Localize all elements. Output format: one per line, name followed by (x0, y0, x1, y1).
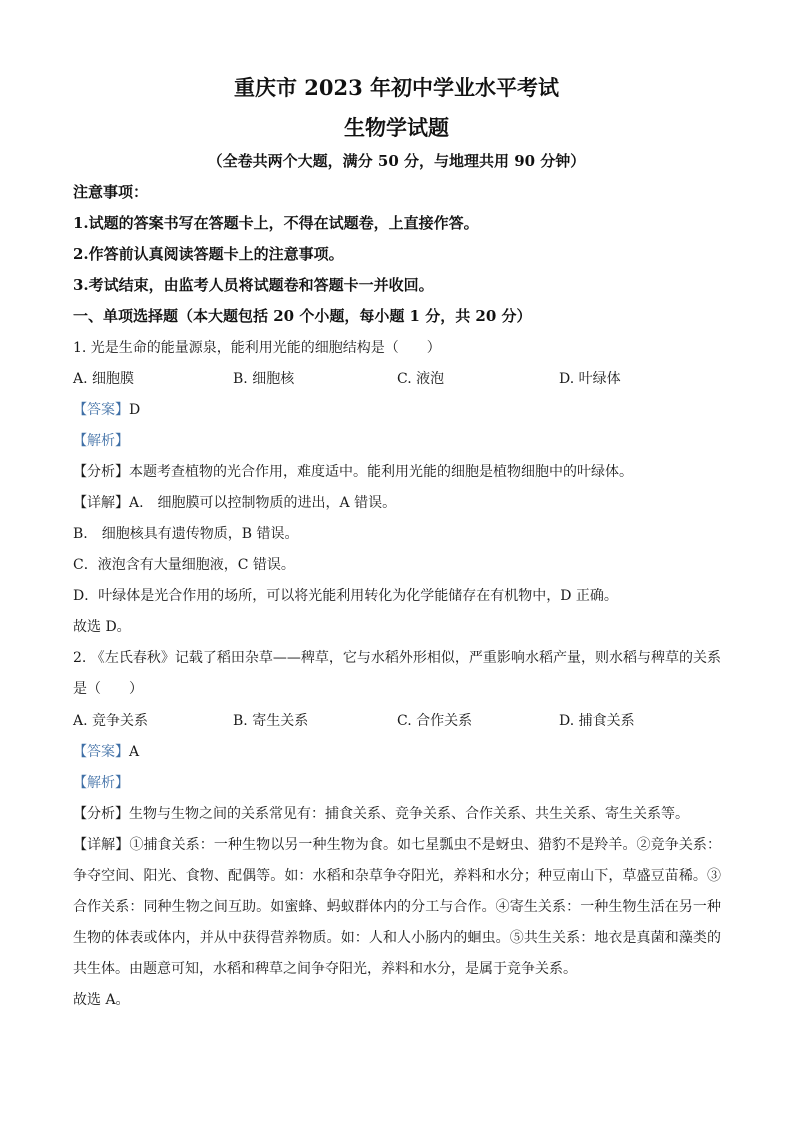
question-2-stem-line-2: 是（ ） (73, 681, 143, 697)
question-1-option-d: D. 叶绿体 (559, 371, 621, 387)
xiangjie-text: ①捕食关系：一种生物以另一种生物为食。如七星瓢虫不是蚜虫、猎豹不是羚羊。②竞争关系： (129, 837, 722, 853)
fenxi-text: 生物与生物之间的关系常见有：捕食关系、竞争关系、合作关系、共生关系、寄生关系等。 (129, 806, 689, 822)
question-2-fenxi (73, 804, 721, 824)
question-2-xiangjie-line-1 (73, 835, 721, 855)
answer-value: D (129, 402, 141, 418)
question-1-conclusion: 故选 D。 (73, 619, 131, 635)
exam-note: （全卷共两个大题，满分 50 分，与地理共用 90 分钟） (207, 152, 586, 170)
fenxi-text: 本题考查植物的光合作用，难度适中。能利用光能的细胞是植物细胞中的叶绿体。 (129, 464, 633, 480)
question-1-fenxi (73, 462, 721, 482)
question-2-option-c: C. 合作关系 (397, 713, 473, 729)
exam-subtitle: 生物学试题 (344, 115, 449, 140)
question-2-xiangjie-line-4: 生物的体表或体内，并从中获得营养物质。如：人和人小肠内的蛔虫。⑤共生关系：地衣是真菌和藻类的 (73, 930, 721, 946)
question-1-option-c: C. 液泡 (397, 371, 445, 387)
question-1-option-b: B. 细胞核 (233, 371, 295, 387)
question-2-xiangjie-line-3: 合作关系：同种生物之间互助。如蜜蜂、蚂蚁群体内的分工与合作。④寄生关系：一种生物生活在另一种 (73, 899, 721, 915)
xiangjie-label: 【详解】 (73, 495, 129, 511)
question-1-option-a: A. 细胞膜 (73, 371, 135, 387)
question-2-xiangjie-line-2: 争夺空间、阳光、食物、配偶等。如：水稻和杂草争夺阳光，养料和水分；种豆南山下，草盛豆苗稀。③ (73, 868, 721, 884)
xiangjie-text: A. 细胞膜可以控制物质的进出，A 错误。 (129, 495, 397, 511)
notice-item-3: 3.考试结束，由监考人员将试题卷和答题卡一并收回。 (73, 276, 434, 294)
answer-label: 【答案】 (73, 744, 129, 760)
fenxi-label: 【分析】 (73, 464, 129, 480)
question-1-xiangjie (73, 493, 721, 513)
answer-label: 【答案】 (73, 402, 129, 418)
question-2-analysis-label: 【解析】 (73, 775, 129, 791)
xiangjie-label: 【详解】 (73, 837, 130, 853)
question-2-answer (73, 742, 721, 762)
question-1-xiangjie-b: B. 细胞核具有遗传物质，B 错误。 (73, 526, 299, 542)
question-2-option-b: B. 寄生关系 (233, 713, 309, 729)
question-1-stem: 1. 光是生命的能量源泉，能利用光能的细胞结构是（ ） (73, 340, 441, 356)
fenxi-label: 【分析】 (73, 806, 129, 822)
answer-value: A (129, 744, 140, 760)
question-2-xiangjie-line-5: 共生体。由题意可知，水稻和稗草之间争夺阳光，养料和水分，是属于竞争关系。 (73, 961, 577, 977)
section-heading: 一、单项选择题（本大题包括 20 个小题，每小题 1 分，共 20 分） (73, 307, 532, 325)
notice-item-1: 1.试题的答案书写在答题卡上，不得在试题卷，上直接作答。 (73, 214, 479, 232)
question-1-answer (73, 400, 721, 420)
exam-title: 重庆市 2023 年初中学业水平考试 (233, 75, 560, 100)
question-1-analysis-label: 【解析】 (73, 433, 129, 449)
question-2-option-d: D. 捕食关系 (559, 713, 635, 729)
question-2-option-a: A. 竞争关系 (73, 713, 149, 729)
question-1-xiangjie-d: D．叶绿体是光合作用的场所，可以将光能利用转化为化学能储存在有机物中，D 正确。 (73, 588, 618, 604)
question-2-stem-line-1: 2. 《左氏春秋》记载了稻田杂草——稗草，它与水稻外形相似，严重影响水稻产量，则水稻与稗草的关系 (73, 650, 721, 666)
question-1-xiangjie-c: C．液泡含有大量细胞液，C 错误。 (73, 557, 295, 573)
question-2-conclusion: 故选 A。 (73, 992, 130, 1008)
notice-item-2: 2.作答前认真阅读答题卡上的注意事项。 (73, 245, 344, 263)
notice-heading: 注意事项： (73, 183, 149, 201)
